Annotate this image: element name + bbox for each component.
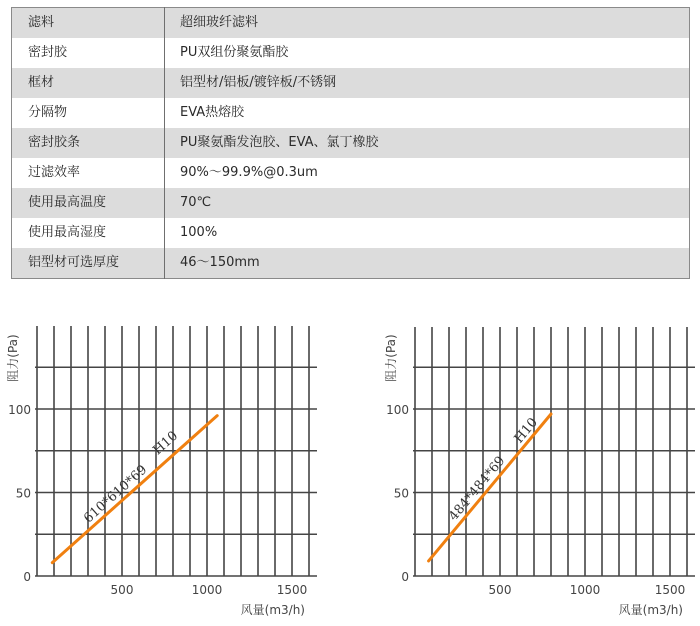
table-row [12,98,690,128]
table-row [12,188,690,218]
x-tick-label: 500 [488,583,512,597]
resistance-chart-484 [360,300,700,626]
table-row [12,38,690,68]
spec-value: 铝型材/铝板/镀锌板/不锈钢 [165,68,690,98]
spec-label: 铝型材可选厚度 [12,248,165,279]
table-row [12,248,690,279]
series-grade-label: H10 [511,415,541,447]
spec-label: 滤料 [12,8,165,39]
spec-label: 分隔物 [12,98,165,128]
y-tick-label: 100 [8,403,31,417]
series-line [52,416,217,563]
spec-label: 使用最高湿度 [12,218,165,248]
spec-label: 使用最高温度 [12,188,165,218]
spec-label: 框材 [12,68,165,98]
y-tick-label: 100 [386,403,409,417]
x-tick-label: 1500 [276,583,308,597]
spec-value: 70℃ [165,188,690,218]
y-tick-label: 0 [401,570,409,584]
spec-label: 密封胶条 [12,128,165,158]
spec-value: 100% [165,218,690,248]
table-row [12,218,690,248]
table-row [12,128,690,158]
x-tick-label: 1000 [191,583,223,597]
spec-value: 46～150mm [165,248,690,279]
x-tick-label: 500 [110,583,134,597]
spec-value: 90%～99.9%@0.3um [165,158,690,188]
x-tick-label: 1000 [569,583,601,597]
chart-grid [413,327,695,576]
y-tick-label: 0 [23,570,31,584]
spec-value: EVA热熔胶 [165,98,690,128]
spec-value: 超细玻纤滤料 [165,8,690,39]
x-axis-title: 风量(m3/h) [618,603,683,617]
spec-label: 密封胶 [12,38,165,68]
spec-value: PU聚氨酯发泡胶、EVA、氯丁橡胶 [165,128,690,158]
spec-value: PU双组份聚氨酯胶 [165,38,690,68]
series-size-label: 610*610*69 [81,462,151,527]
series-line [429,414,551,561]
y-axis-title: 阻力(Pa) [384,334,398,382]
y-tick-label: 50 [15,486,31,501]
table-row [12,158,690,188]
series-size-label: 484*484*69 [446,453,509,524]
x-axis-title: 风量(m3/h) [240,603,305,617]
x-tick-label: 1500 [654,583,686,597]
table-row [12,8,690,39]
table-row [12,68,690,98]
spec-label: 过滤效率 [12,158,165,188]
y-tick-label: 50 [393,486,409,501]
resistance-chart-610 [0,300,340,626]
series-grade-label: H10 [150,428,182,459]
y-axis-title: 阻力(Pa) [6,334,20,382]
spec-table [11,7,690,279]
